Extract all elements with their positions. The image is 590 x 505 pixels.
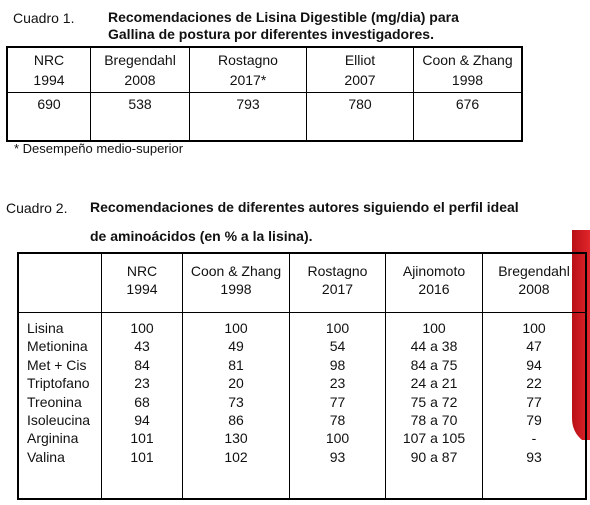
cuadro2-value: 102	[224, 448, 248, 465]
cuadro1-value-cell: 690	[7, 93, 91, 142]
cuadro1-value-cell: 793	[190, 93, 307, 142]
header-name: Bregendahl	[498, 263, 570, 279]
amino-acid-column	[18, 313, 102, 500]
cuadro2-value: 24 a 21	[410, 375, 458, 392]
amino-acid-name: Lisina	[27, 320, 64, 336]
cuadro2-values-column	[102, 313, 183, 500]
cuadro2-header-cell	[183, 253, 290, 313]
cuadro2-value: 130	[224, 430, 248, 447]
cuadro2-value: 100	[224, 320, 248, 336]
cuadro2-header-cell	[102, 253, 183, 313]
header-year: 2017*	[229, 72, 267, 88]
cuadro2-value: 78 a 70	[410, 412, 458, 429]
cuadro2-value: 81	[228, 356, 244, 373]
cuadro2-header-cell	[290, 253, 386, 313]
cuadro1-title-line2: Gallina de postura por diferentes investigadores.	[108, 26, 434, 42]
cuadro2-value: 47	[526, 338, 542, 355]
cuadro1-table	[6, 46, 523, 142]
cuadro2-value: 79	[526, 412, 542, 429]
cuadro2-value: 100	[130, 320, 154, 336]
cuadro2-body-row	[18, 313, 586, 500]
cuadro2-value: 77	[526, 393, 542, 410]
cuadro2-value: 23	[134, 375, 150, 392]
amino-acid-name: Isoleucina	[27, 412, 91, 429]
cuadro1-value-cell: 676	[414, 93, 523, 142]
header-name: Rostagno	[218, 52, 278, 68]
cuadro2-title-line1: Recomendaciones de diferentes autores siguiendo el perfil ideal	[90, 199, 519, 215]
cuadro2-value: 100	[325, 320, 350, 336]
cuadro1-footnote: * Desempeño medio-superior	[14, 141, 184, 156]
cuadro2-value: 20	[228, 375, 244, 392]
cuadro2-title-line2: de aminoácidos (en % a la lisina).	[90, 228, 313, 244]
cuadro2-header-empty	[18, 253, 102, 313]
header-year: 2008	[518, 281, 550, 297]
cuadro2-value: 68	[134, 393, 150, 410]
cuadro2-value: 77	[329, 393, 346, 410]
amino-acid-name: Valina	[27, 448, 65, 465]
header-year: 2007	[344, 72, 376, 88]
cuadro2-value: 22	[526, 375, 542, 392]
cuadro1-header-cell	[307, 47, 414, 93]
cuadro1-header-cell	[414, 47, 523, 93]
cuadro2-values-column	[183, 313, 290, 500]
header-year: 2017	[321, 281, 354, 297]
cuadro2-value: 100	[422, 320, 446, 336]
cuadro1-title-line1: Recomendaciones de Lisina Digestible (mg/dia) para	[108, 9, 459, 25]
cuadro1-value-cell: 538	[91, 93, 190, 142]
cuadro2-value: 100	[522, 320, 546, 336]
cuadro2-values-column	[290, 313, 386, 500]
cuadro2-value: 49	[228, 338, 244, 355]
cuadro2-label: Cuadro 2.	[6, 200, 68, 216]
cuadro1-header-row	[7, 47, 522, 93]
header-name: Coon & Zhang	[190, 263, 282, 279]
amino-acid-name: Arginina	[27, 430, 79, 447]
header-name: NRC	[33, 52, 65, 68]
header-name: Rostagno	[307, 263, 368, 279]
header-year: 1998	[220, 281, 252, 297]
cuadro2-values-column	[483, 313, 587, 500]
header-year: 2016	[418, 281, 450, 297]
header-name: Bregendahl	[104, 52, 176, 68]
cuadro2-value: 43	[134, 338, 150, 355]
cuadro2-value: 93	[329, 448, 346, 465]
header-name: Elliot	[344, 52, 376, 68]
amino-acid-name: Treonina	[27, 393, 82, 410]
cuadro2-value: 100	[325, 430, 350, 447]
cuadro1-value-cell: 780	[307, 93, 414, 142]
cuadro2-value: 84 a 75	[410, 356, 458, 373]
cuadro2-table	[17, 252, 587, 500]
cuadro2-value: 54	[329, 338, 346, 355]
header-name: NRC	[126, 263, 158, 279]
amino-acid-name: Metionina	[27, 338, 88, 355]
cuadro2-value: 84	[134, 356, 150, 373]
cuadro2-value: 90 a 87	[410, 448, 458, 465]
cuadro2-value: 101	[130, 430, 154, 447]
header-year: 1998	[451, 72, 484, 88]
cuadro2-values-column	[386, 313, 483, 500]
cuadro2-value: 23	[329, 375, 346, 392]
cuadro2-header-cell	[386, 253, 483, 313]
cuadro1-value-row	[7, 93, 522, 142]
cuadro2-value: 101	[130, 448, 154, 465]
cuadro2-header-cell	[483, 253, 587, 313]
cuadro2-value: 93	[526, 448, 542, 465]
amino-acid-name: Triptofano	[27, 375, 90, 392]
cuadro2-value: 98	[329, 356, 346, 373]
cuadro2-value: 44 a 38	[410, 338, 458, 355]
cuadro2-value: -	[531, 430, 537, 447]
cuadro2-value: 78	[329, 412, 346, 429]
cuadro1-header-cell	[91, 47, 190, 93]
cuadro2-value: 107 a 105	[402, 430, 466, 447]
header-year: 1994	[126, 281, 158, 297]
cuadro2-value: 94	[134, 412, 150, 429]
cuadro2-value: 73	[228, 393, 244, 410]
cuadro2-value: 94	[526, 356, 542, 373]
header-name: Ajinomoto	[402, 263, 466, 279]
amino-acid-name: Met + Cis	[27, 356, 87, 373]
cuadro1-header-cell	[7, 47, 91, 93]
cuadro1-label: Cuadro 1.	[13, 10, 75, 26]
header-year: 2008	[124, 72, 156, 88]
cuadro2-header-row	[18, 253, 586, 313]
header-year: 1994	[33, 72, 65, 88]
header-name: Coon & Zhang	[422, 52, 513, 68]
cuadro2-value: 75 a 72	[410, 393, 458, 410]
cuadro1-header-cell	[190, 47, 307, 93]
cuadro2-value: 86	[228, 412, 244, 429]
